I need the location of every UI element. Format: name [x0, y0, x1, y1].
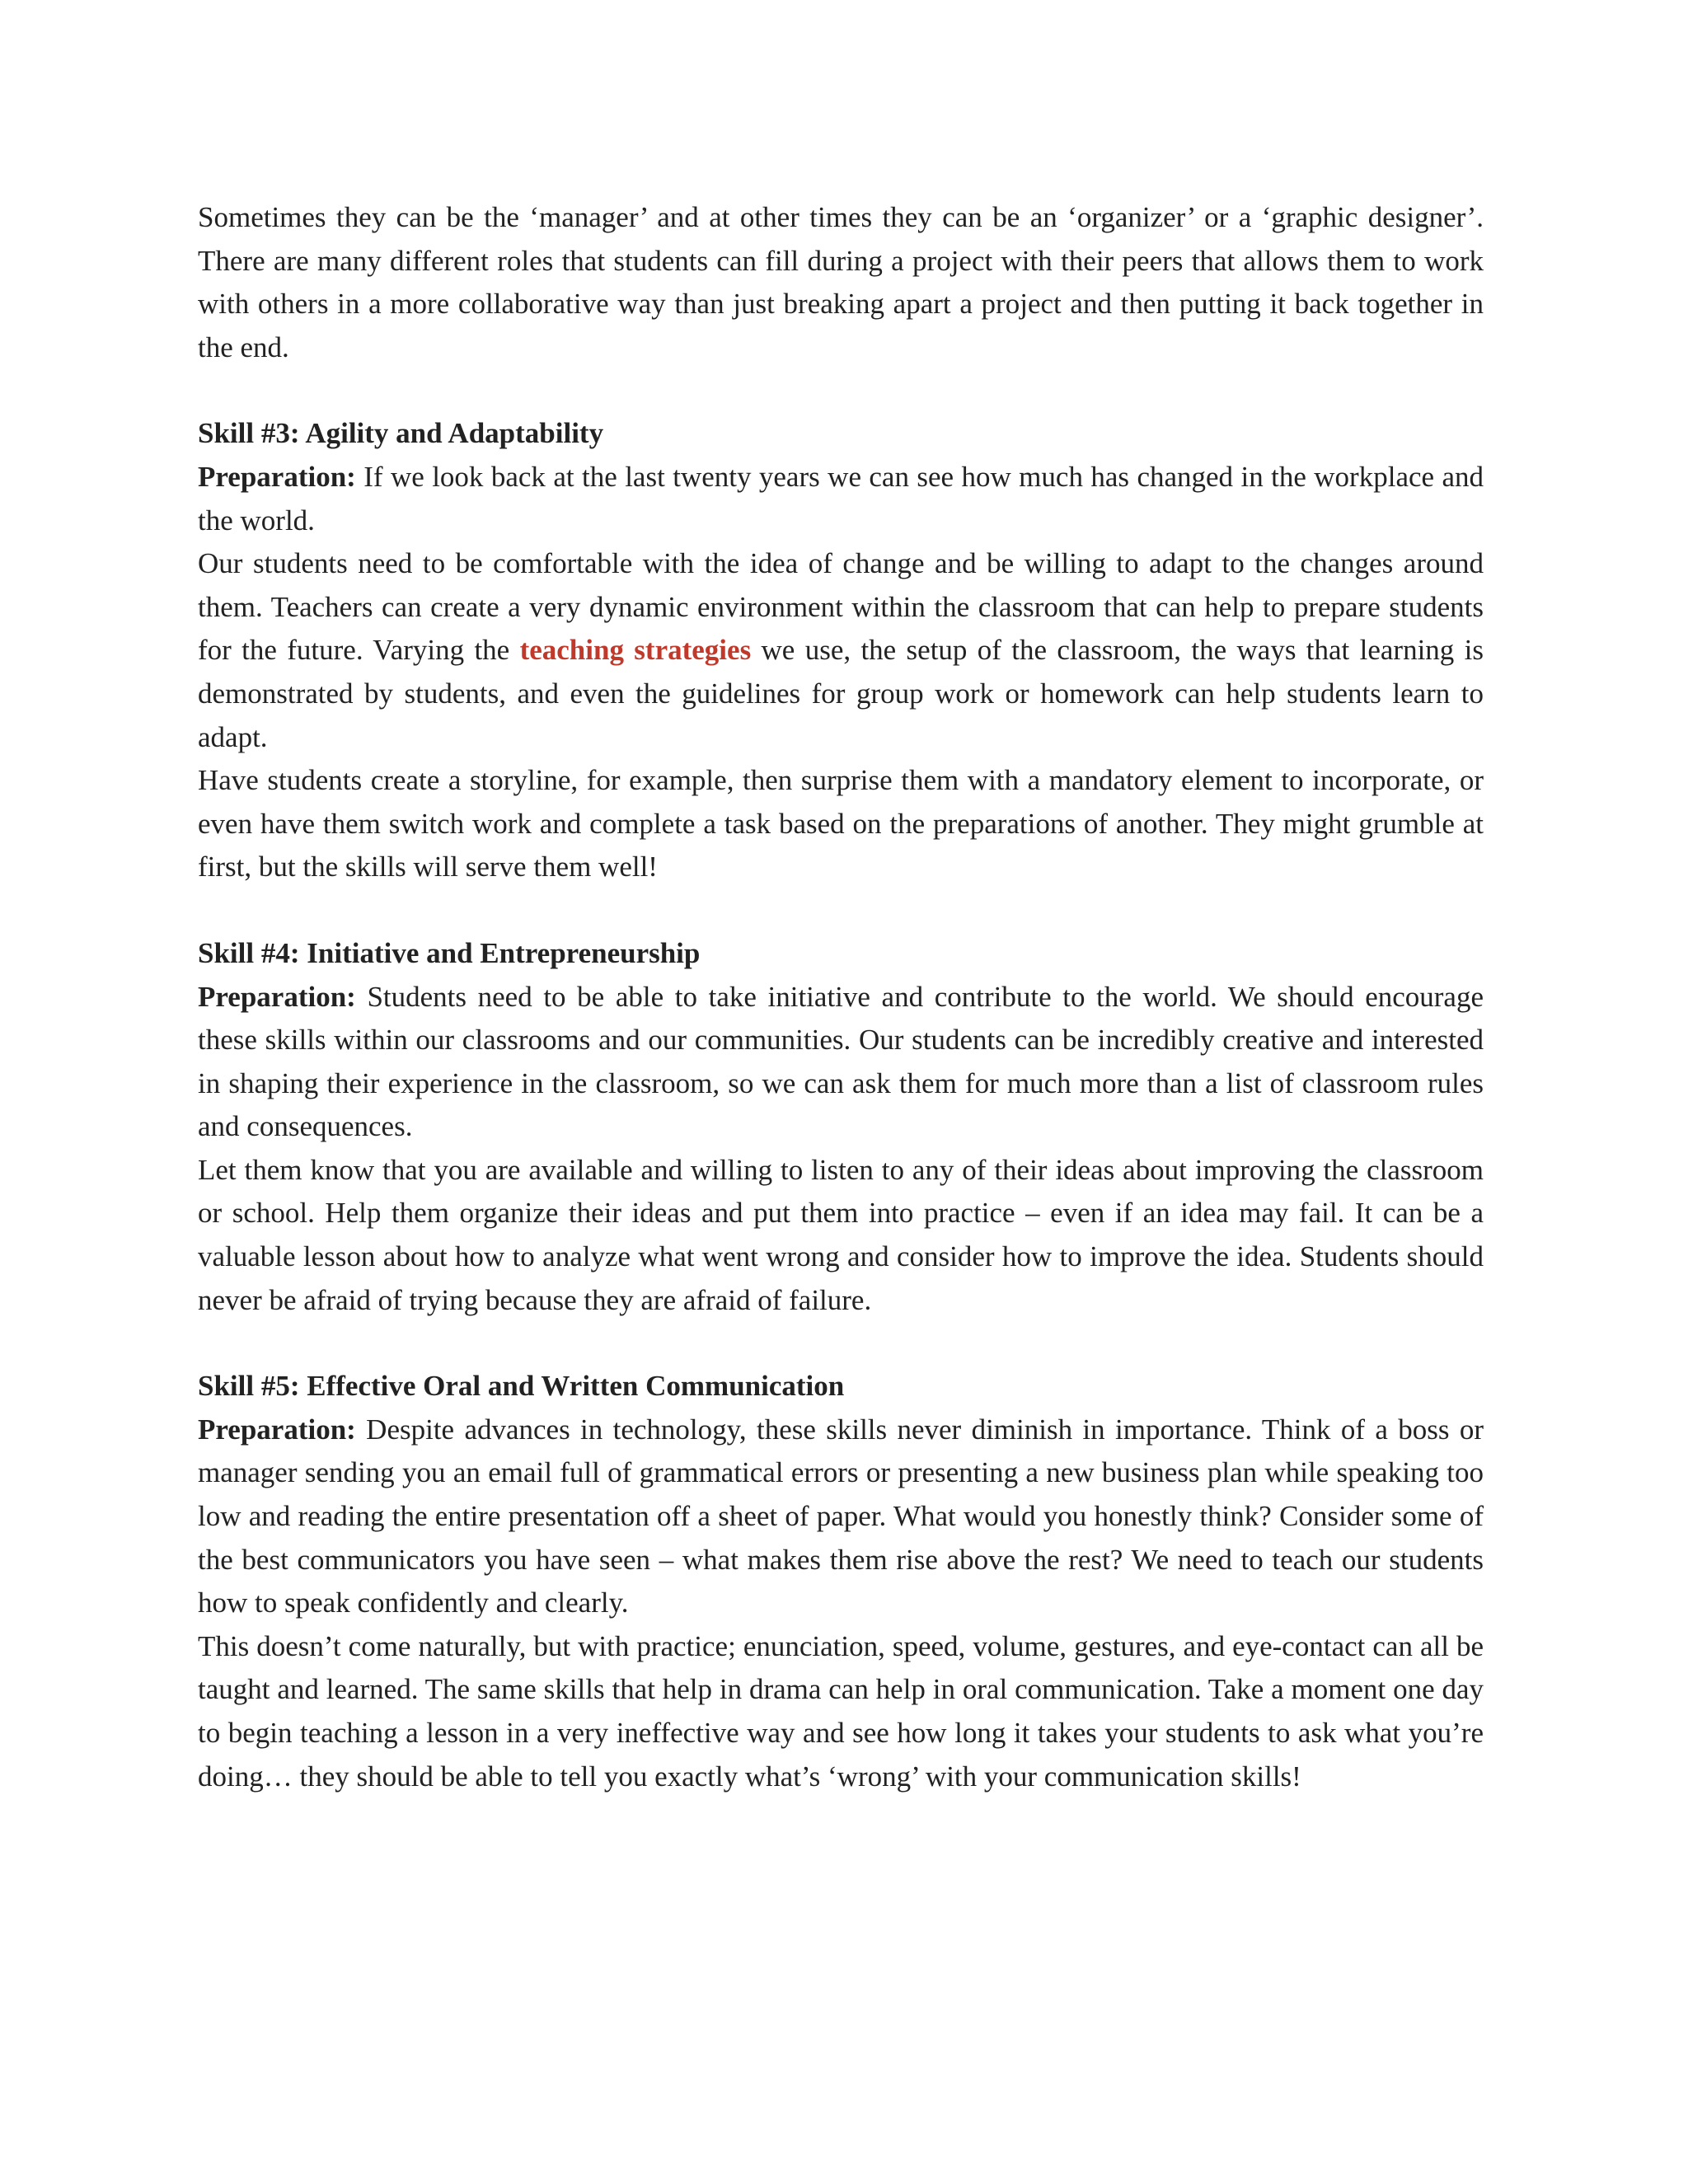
- section-spacer: [198, 889, 1484, 932]
- intro-paragraph: Sometimes they can be the ‘manager’ and at other times they can be an ‘organizer’ or a ‘graphic designer’. There are many different roles that students can fill during a project with their peers that allows them to work with others in a more collaborative way than just breaking apart a project and then putting it back together in the end.: [198, 201, 1484, 363]
- skill-5-preparation-paragraph: [198, 1408, 1484, 1625]
- skill-3-preparation-text: If we look back at the last twenty years we can see how much has changed in the workplace and the world.: [198, 460, 1484, 537]
- skill-3-paragraph-2-text-a: Our students need to be comfortable with the idea of change and be willing to adapt to the changes around them. Teachers can create a very dynamic environment within the classroom that can help to prepare students for the future. Varying the: [198, 547, 1484, 667]
- skill-3-paragraph-2-text-b: we use, the setup of the classroom, the ways that learning is demonstrated by students, and even the guidelines for group work or homework can help students learn to adapt.: [198, 634, 1484, 753]
- skill-4-paragraph-2: Let them know that you are available and willing to listen to any of their ideas about improving the classroom or school. Help them organize their ideas and put them into practice – even if an idea may fail. It can be a valuable lesson about how to analyze what went wrong and consider how to improve the idea. Students should never be afraid of trying because they are afraid of failure.: [198, 1153, 1484, 1316]
- skill-4-preparation-text: Students need to be able to take initiative and contribute to the world. We should encourage these skills within our classrooms and our communities. Our students can be incredibly creative and interested in shaping their experience in the classroom, so we can ask them for much more than a list of classroom rules and consequences.: [198, 980, 1484, 1143]
- preparation-label: Preparation:: [198, 460, 356, 493]
- skill-3-heading: Skill #3: Agility and Adaptability: [198, 417, 604, 450]
- preparation-label: Preparation:: [198, 980, 356, 1013]
- skill-3-paragraph-2: [198, 542, 1484, 759]
- skill-3-preparation-paragraph: [198, 456, 1484, 542]
- skill-5-preparation-text: Despite advances in technology, these skills never diminish in importance. Think of a boss or manager sending you an email full of grammatical errors or presenting a new business plan while speaking too low and reading the entire presentation off a sheet of paper. What would you honestly think? Consider some of the best communicators you have seen – what makes them rise above the rest? We need to teach our students how to speak confidently and clearly.: [198, 1413, 1484, 1619]
- section-spacer: [198, 1322, 1484, 1365]
- skill-3-paragraph-3: Have students create a storyline, for example, then surprise them with a mandatory element to incorporate, or even have them switch work and complete a task based on the preparations of another. They might grumble at first, but the skills will serve them well!: [198, 764, 1484, 883]
- section-spacer: [198, 369, 1484, 412]
- skill-5-paragraph-2: This doesn’t come naturally, but with practice; enunciation, speed, volume, gestures, and eye-contact can all be taught and learned. The same skills that help in drama can help in oral communication. Take a moment one day to begin teaching a lesson in a very ineffective way and see how long it takes your students to ask what you’re doing… they should be able to tell you exactly what’s ‘wrong’ with your communication skills!: [198, 1629, 1484, 1793]
- teaching-strategies-link[interactable]: teaching strategies: [519, 634, 752, 667]
- skill-4-preparation-paragraph: [198, 976, 1484, 1149]
- skill-4-heading: Skill #4: Initiative and Entrepreneurship: [198, 936, 701, 969]
- document-page: [198, 196, 1484, 1798]
- skill-5-heading: Skill #5: Effective Oral and Written Communication: [198, 1370, 845, 1403]
- preparation-label: Preparation:: [198, 1413, 356, 1446]
